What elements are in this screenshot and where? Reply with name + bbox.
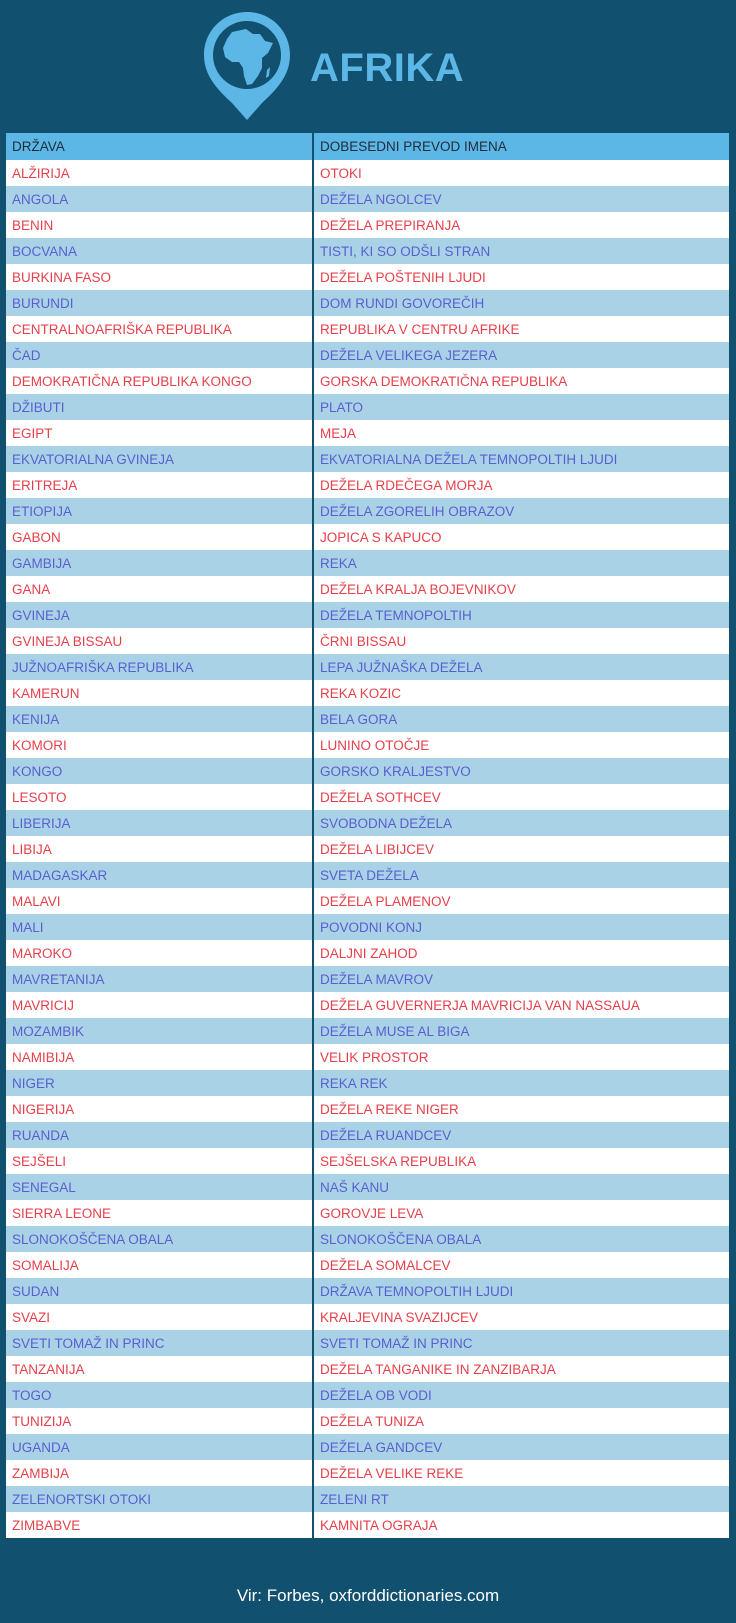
country-cell: SEJŠELI	[6, 1148, 313, 1174]
country-cell: RUANDA	[6, 1122, 313, 1148]
translation-cell: DEŽELA REKE NIGER	[313, 1096, 729, 1122]
country-cell: SIERRA LEONE	[6, 1200, 313, 1226]
translation-cell: REKA REK	[313, 1070, 729, 1096]
table-row	[6, 1096, 729, 1122]
country-cell: ZIMBABVE	[6, 1512, 313, 1538]
table-row	[6, 758, 729, 784]
country-cell: LIBERIJA	[6, 810, 313, 836]
country-cell: BOCVANA	[6, 238, 313, 264]
country-cell: SENEGAL	[6, 1174, 313, 1200]
country-cell: SVETI TOMAŽ IN PRINC	[6, 1330, 313, 1356]
table-row	[6, 602, 729, 628]
translation-cell: SVETI TOMAŽ IN PRINC	[313, 1330, 729, 1356]
country-cell: GVINEJA BISSAU	[6, 628, 313, 654]
country-cell: ETIOPIJA	[6, 498, 313, 524]
country-cell: NIGER	[6, 1070, 313, 1096]
countries-table	[6, 133, 729, 1538]
header	[0, 0, 736, 130]
country-cell: MAVRETANIJA	[6, 966, 313, 992]
africa-map-pin-icon	[202, 10, 292, 122]
country-cell: KOMORI	[6, 732, 313, 758]
country-cell: SLONOKOŠČENA OBALA	[6, 1226, 313, 1252]
table-row	[6, 524, 729, 550]
country-cell: MADAGASKAR	[6, 862, 313, 888]
table-row	[6, 1382, 729, 1408]
table-row	[6, 1044, 729, 1070]
country-cell: SUDAN	[6, 1278, 313, 1304]
table-row	[6, 1460, 729, 1486]
translation-cell: ČRNI BISSAU	[313, 628, 729, 654]
country-cell: MALI	[6, 914, 313, 940]
translation-cell: DEŽELA RDEČEGA MORJA	[313, 472, 729, 498]
column-header-translation: DOBESEDNI PREVOD IMENA	[313, 133, 729, 160]
country-cell: KONGO	[6, 758, 313, 784]
translation-cell: DEŽELA KRALJA BOJEVNIKOV	[313, 576, 729, 602]
translation-cell: DRŽAVA TEMNOPOLTIH LJUDI	[313, 1278, 729, 1304]
table-row	[6, 368, 729, 394]
table-row	[6, 680, 729, 706]
translation-cell: LEPA JUŽNAŠKA DEŽELA	[313, 654, 729, 680]
translation-cell: SLONOKOŠČENA OBALA	[313, 1226, 729, 1252]
table-row	[6, 940, 729, 966]
country-cell: ERITREJA	[6, 472, 313, 498]
country-cell: SVAZI	[6, 1304, 313, 1330]
translation-cell: DEŽELA LIBIJCEV	[313, 836, 729, 862]
translation-cell: KRALJEVINA SVAZIJCEV	[313, 1304, 729, 1330]
country-cell: BURKINA FASO	[6, 264, 313, 290]
column-header-country: DRŽAVA	[6, 133, 313, 160]
table-row	[6, 446, 729, 472]
table-row	[6, 1148, 729, 1174]
table-row	[6, 1512, 729, 1538]
table-row	[6, 836, 729, 862]
table-row	[6, 1356, 729, 1382]
table-row	[6, 212, 729, 238]
table-row	[6, 420, 729, 446]
translation-cell: DEŽELA VELIKE REKE	[313, 1460, 729, 1486]
country-cell: MALAVI	[6, 888, 313, 914]
table-row	[6, 1226, 729, 1252]
country-cell: UGANDA	[6, 1434, 313, 1460]
table-row	[6, 888, 729, 914]
table-row	[6, 706, 729, 732]
translation-cell: DEŽELA ZGORELIH OBRAZOV	[313, 498, 729, 524]
country-cell: CENTRALNOAFRIŠKA REPUBLIKA	[6, 316, 313, 342]
translation-cell: JOPICA S KAPUCO	[313, 524, 729, 550]
table-row	[6, 1174, 729, 1200]
translation-cell: DEŽELA RUANDCEV	[313, 1122, 729, 1148]
translation-cell: REKA KOZIC	[313, 680, 729, 706]
country-cell: GABON	[6, 524, 313, 550]
table-row	[6, 784, 729, 810]
table-row	[6, 1434, 729, 1460]
country-cell: TANZANIJA	[6, 1356, 313, 1382]
translation-cell: GORSKO KRALJESTVO	[313, 758, 729, 784]
translation-cell: KAMNITA OGRAJA	[313, 1512, 729, 1538]
translation-cell: EKVATORIALNA DEŽELA TEMNOPOLTIH LJUDI	[313, 446, 729, 472]
table-row	[6, 1486, 729, 1512]
translation-cell: REKA	[313, 550, 729, 576]
translation-cell: GORSKA DEMOKRATIČNA REPUBLIKA	[313, 368, 729, 394]
translation-cell: DEŽELA GUVERNERJA MAVRICIJA VAN NASSAUA	[313, 992, 729, 1018]
table-row	[6, 732, 729, 758]
country-cell: GANA	[6, 576, 313, 602]
page-title: AFRIKA	[310, 46, 465, 90]
table-row	[6, 1330, 729, 1356]
table-row	[6, 394, 729, 420]
table-row	[6, 1122, 729, 1148]
country-cell: EGIPT	[6, 420, 313, 446]
table-row	[6, 498, 729, 524]
country-cell: ALŽIRIJA	[6, 160, 313, 186]
country-cell: SOMALIJA	[6, 1252, 313, 1278]
translation-cell: DALJNI ZAHOD	[313, 940, 729, 966]
country-cell: BURUNDI	[6, 290, 313, 316]
translation-cell: DEŽELA MUSE AL BIGA	[313, 1018, 729, 1044]
translation-cell: DEŽELA MAVROV	[313, 966, 729, 992]
translation-cell: POVODNI KONJ	[313, 914, 729, 940]
country-cell: JUŽNOAFRIŠKA REPUBLIKA	[6, 654, 313, 680]
table-row	[6, 1278, 729, 1304]
table-row	[6, 550, 729, 576]
translation-cell: DEŽELA OB VODI	[313, 1382, 729, 1408]
country-cell: ANGOLA	[6, 186, 313, 212]
country-cell: LESOTO	[6, 784, 313, 810]
translation-cell: SEJŠELSKA REPUBLIKA	[313, 1148, 729, 1174]
translation-cell: DEŽELA TUNIZA	[313, 1408, 729, 1434]
table-row	[6, 992, 729, 1018]
country-cell: GVINEJA	[6, 602, 313, 628]
country-cell: ZELENORTSKI OTOKI	[6, 1486, 313, 1512]
translation-cell: DEŽELA GANDCEV	[313, 1434, 729, 1460]
country-cell: KENIJA	[6, 706, 313, 732]
country-cell: ZAMBIJA	[6, 1460, 313, 1486]
country-cell: MOZAMBIK	[6, 1018, 313, 1044]
table-row	[6, 1200, 729, 1226]
table-row	[6, 576, 729, 602]
translation-cell: ZELENI RT	[313, 1486, 729, 1512]
table-row	[6, 316, 729, 342]
translation-cell: DEŽELA VELIKEGA JEZERA	[313, 342, 729, 368]
translation-cell: MEJA	[313, 420, 729, 446]
table-row	[6, 290, 729, 316]
table-row	[6, 186, 729, 212]
country-cell: NAMIBIJA	[6, 1044, 313, 1070]
table-header-row	[6, 133, 729, 160]
source-footer: Vir: Forbes, oxforddictionaries.com	[236, 1586, 500, 1605]
translation-cell: SVOBODNA DEŽELA	[313, 810, 729, 836]
translation-cell: OTOKI	[313, 160, 729, 186]
country-cell: MAROKO	[6, 940, 313, 966]
translation-cell: PLATO	[313, 394, 729, 420]
table-row	[6, 160, 729, 186]
table-row	[6, 1070, 729, 1096]
table-body	[6, 160, 729, 1538]
translation-cell: DEŽELA SOMALCEV	[313, 1252, 729, 1278]
country-cell: BENIN	[6, 212, 313, 238]
table-row	[6, 1408, 729, 1434]
country-cell: MAVRICIJ	[6, 992, 313, 1018]
table-row	[6, 914, 729, 940]
table-row	[6, 654, 729, 680]
country-cell: EKVATORIALNA GVINEJA	[6, 446, 313, 472]
table-row	[6, 472, 729, 498]
country-cell: TOGO	[6, 1382, 313, 1408]
translation-cell: DEŽELA PREPIRANJA	[313, 212, 729, 238]
translation-cell: DOM RUNDI GOVOREČIH	[313, 290, 729, 316]
country-cell: DEMOKRATIČNA REPUBLIKA KONGO	[6, 368, 313, 394]
translation-cell: DEŽELA TEMNOPOLTIH	[313, 602, 729, 628]
translation-cell: GOROVJE LEVA	[313, 1200, 729, 1226]
country-cell: DŽIBUTI	[6, 394, 313, 420]
translation-cell: REPUBLIKA V CENTRU AFRIKE	[313, 316, 729, 342]
translation-cell: VELIK PROSTOR	[313, 1044, 729, 1070]
table-row	[6, 1018, 729, 1044]
translation-cell: DEŽELA SOTHCEV	[313, 784, 729, 810]
table-row	[6, 628, 729, 654]
country-cell: GAMBIJA	[6, 550, 313, 576]
table-row	[6, 238, 729, 264]
translation-cell: DEŽELA NGOLCEV	[313, 186, 729, 212]
table-row	[6, 966, 729, 992]
country-cell: LIBIJA	[6, 836, 313, 862]
table-row	[6, 1304, 729, 1330]
table-row	[6, 862, 729, 888]
table-row	[6, 264, 729, 290]
country-cell: NIGERIJA	[6, 1096, 313, 1122]
translation-cell: DEŽELA PLAMENOV	[313, 888, 729, 914]
translation-cell: LUNINO OTOČJE	[313, 732, 729, 758]
country-cell: KAMERUN	[6, 680, 313, 706]
translation-cell: NAŠ KANU	[313, 1174, 729, 1200]
translation-cell: DEŽELA POŠTENIH LJUDI	[313, 264, 729, 290]
translation-cell: SVETA DEŽELA	[313, 862, 729, 888]
translation-cell: TISTI, KI SO ODŠLI STRAN	[313, 238, 729, 264]
translation-cell: BELA GORA	[313, 706, 729, 732]
translation-cell: DEŽELA TANGANIKE IN ZANZIBARJA	[313, 1356, 729, 1382]
table-row	[6, 342, 729, 368]
table-row	[6, 810, 729, 836]
country-cell: TUNIZIJA	[6, 1408, 313, 1434]
country-cell: ČAD	[6, 342, 313, 368]
table-row	[6, 1252, 729, 1278]
